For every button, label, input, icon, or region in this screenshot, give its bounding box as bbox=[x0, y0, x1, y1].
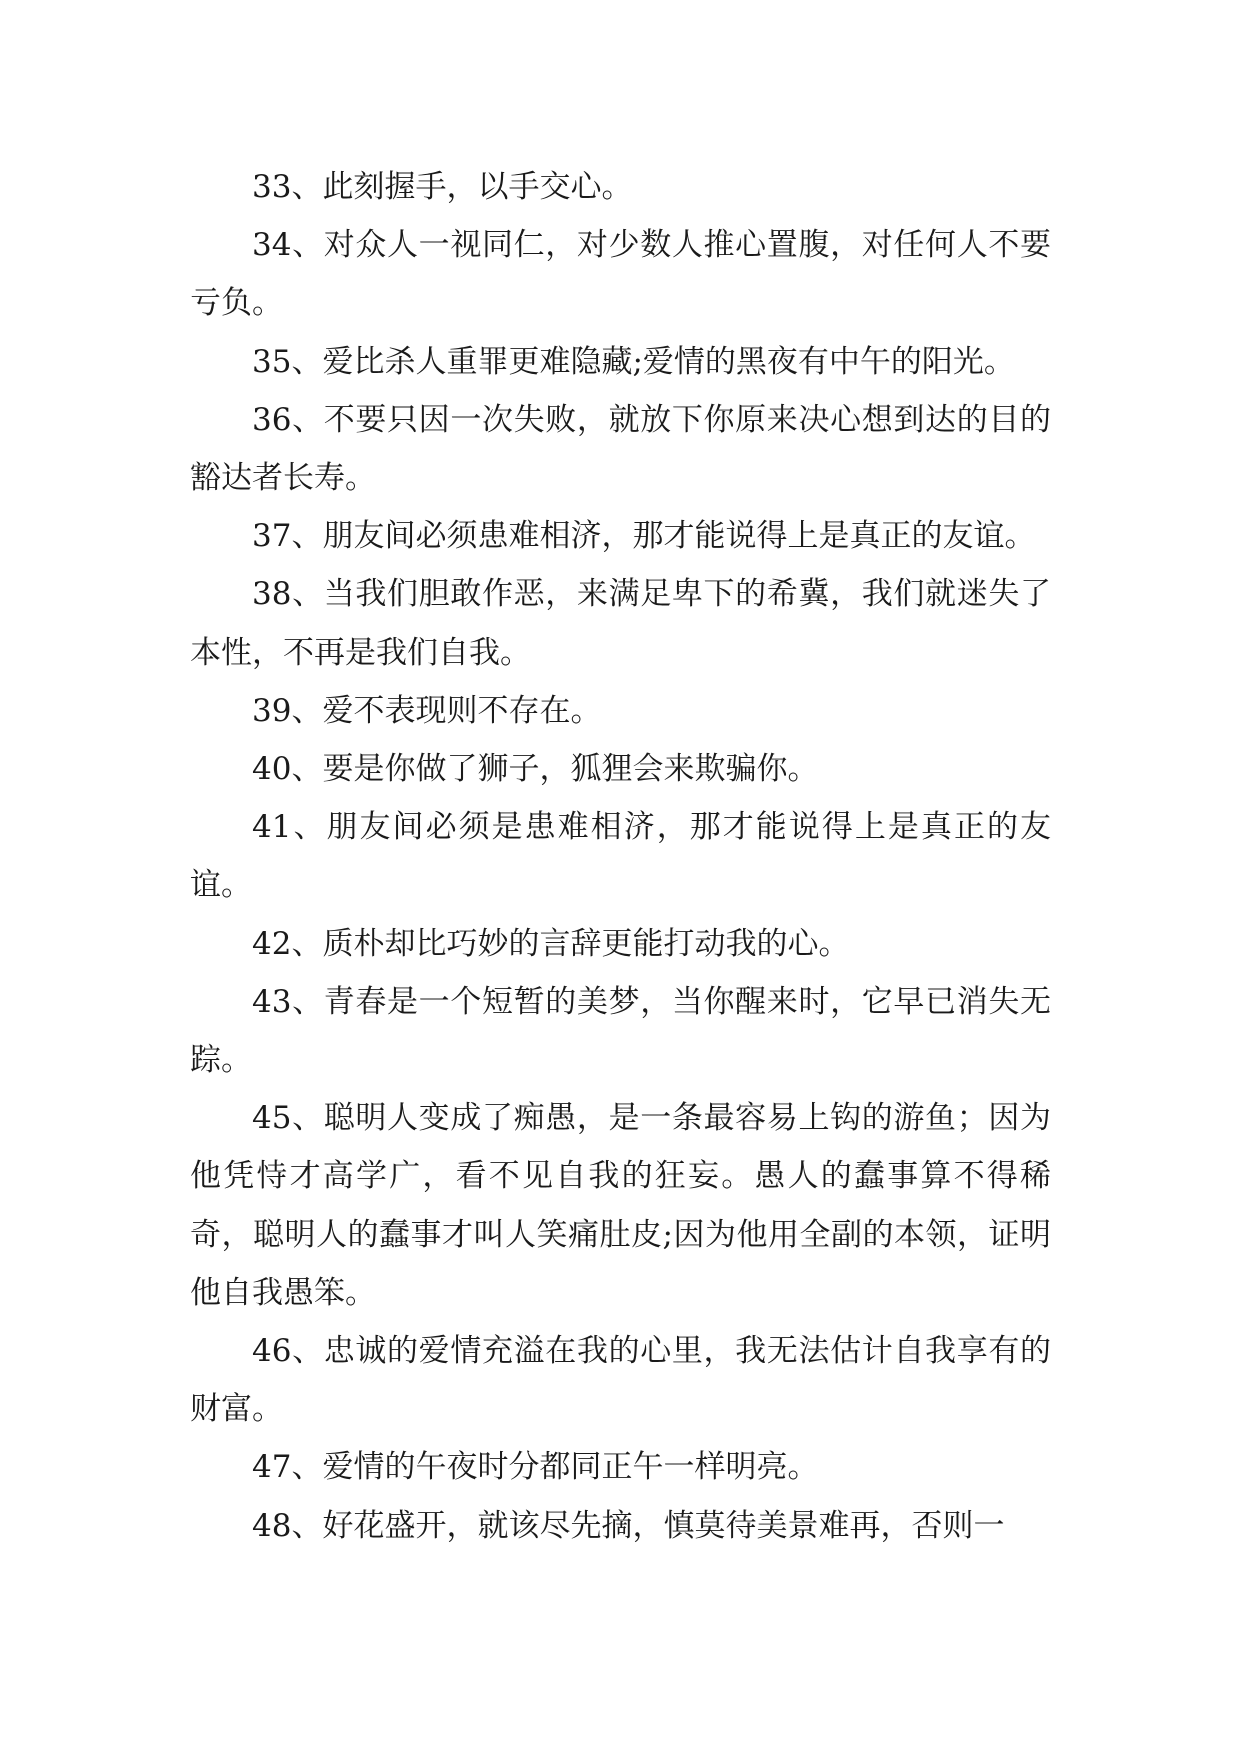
quote-paragraph: 48、好花盛开，就该尽先摘，慎莫待美景难再，否则一 bbox=[252, 1507, 1005, 1544]
quote-paragraph: 42、质朴却比巧妙的言辞更能打动我的心。 bbox=[252, 925, 850, 962]
quote-paragraph: 40、要是你做了狮子，狐狸会来欺骗你。 bbox=[252, 751, 819, 788]
document-body bbox=[190, 158, 1051, 1555]
quote-paragraph: 38、当我们胆敢作恶，来满足卑下的希冀，我们就迷失了本性，不再是我们自我。 bbox=[190, 576, 1051, 671]
quote-paragraph: 43、青春是一个短暂的美梦，当你醒来时，它早已消失无踪。 bbox=[190, 983, 1051, 1079]
quote-paragraph: 35、爱比杀人重罪更难隐藏;爱情的黑夜有中午的阳光。 bbox=[252, 343, 1015, 380]
quote-paragraph: 47、爱情的午夜时分都同正午一样明亮。 bbox=[252, 1449, 819, 1486]
quote-paragraph: 36、不要只因一次失败，就放下你原来决心想到达的目的豁达者长寿。 bbox=[190, 401, 1051, 497]
quote-paragraph: 45、聪明人变成了痴愚，是一条最容易上钩的游鱼；因为他凭恃才高学广，看不见自我的狂妄。愚人的蠢事算不得稀奇，聪明人的蠢事才叫人笑痛肚皮;因为他用全副的本领，证明他自我愚笨。 bbox=[190, 1100, 1051, 1311]
quote-paragraph: 37、朋友间必须患难相济，那才能说得上是真正的友谊。 bbox=[252, 518, 1036, 555]
quote-paragraph: 41、朋友间必须是患难相济，那才能说得上是真正的友谊。 bbox=[190, 809, 1051, 904]
quote-paragraph: 46、忠诚的爱情充溢在我的心里，我无法估计自我享有的财富。 bbox=[190, 1333, 1051, 1428]
quote-paragraph: 34、对众人一视同仁，对少数人推心置腹，对任何人不要亏负。 bbox=[190, 227, 1051, 322]
quote-paragraph: 33、此刻握手，以手交心。 bbox=[252, 169, 633, 205]
quote-paragraph: 39、爱不表现则不存在。 bbox=[252, 692, 602, 729]
